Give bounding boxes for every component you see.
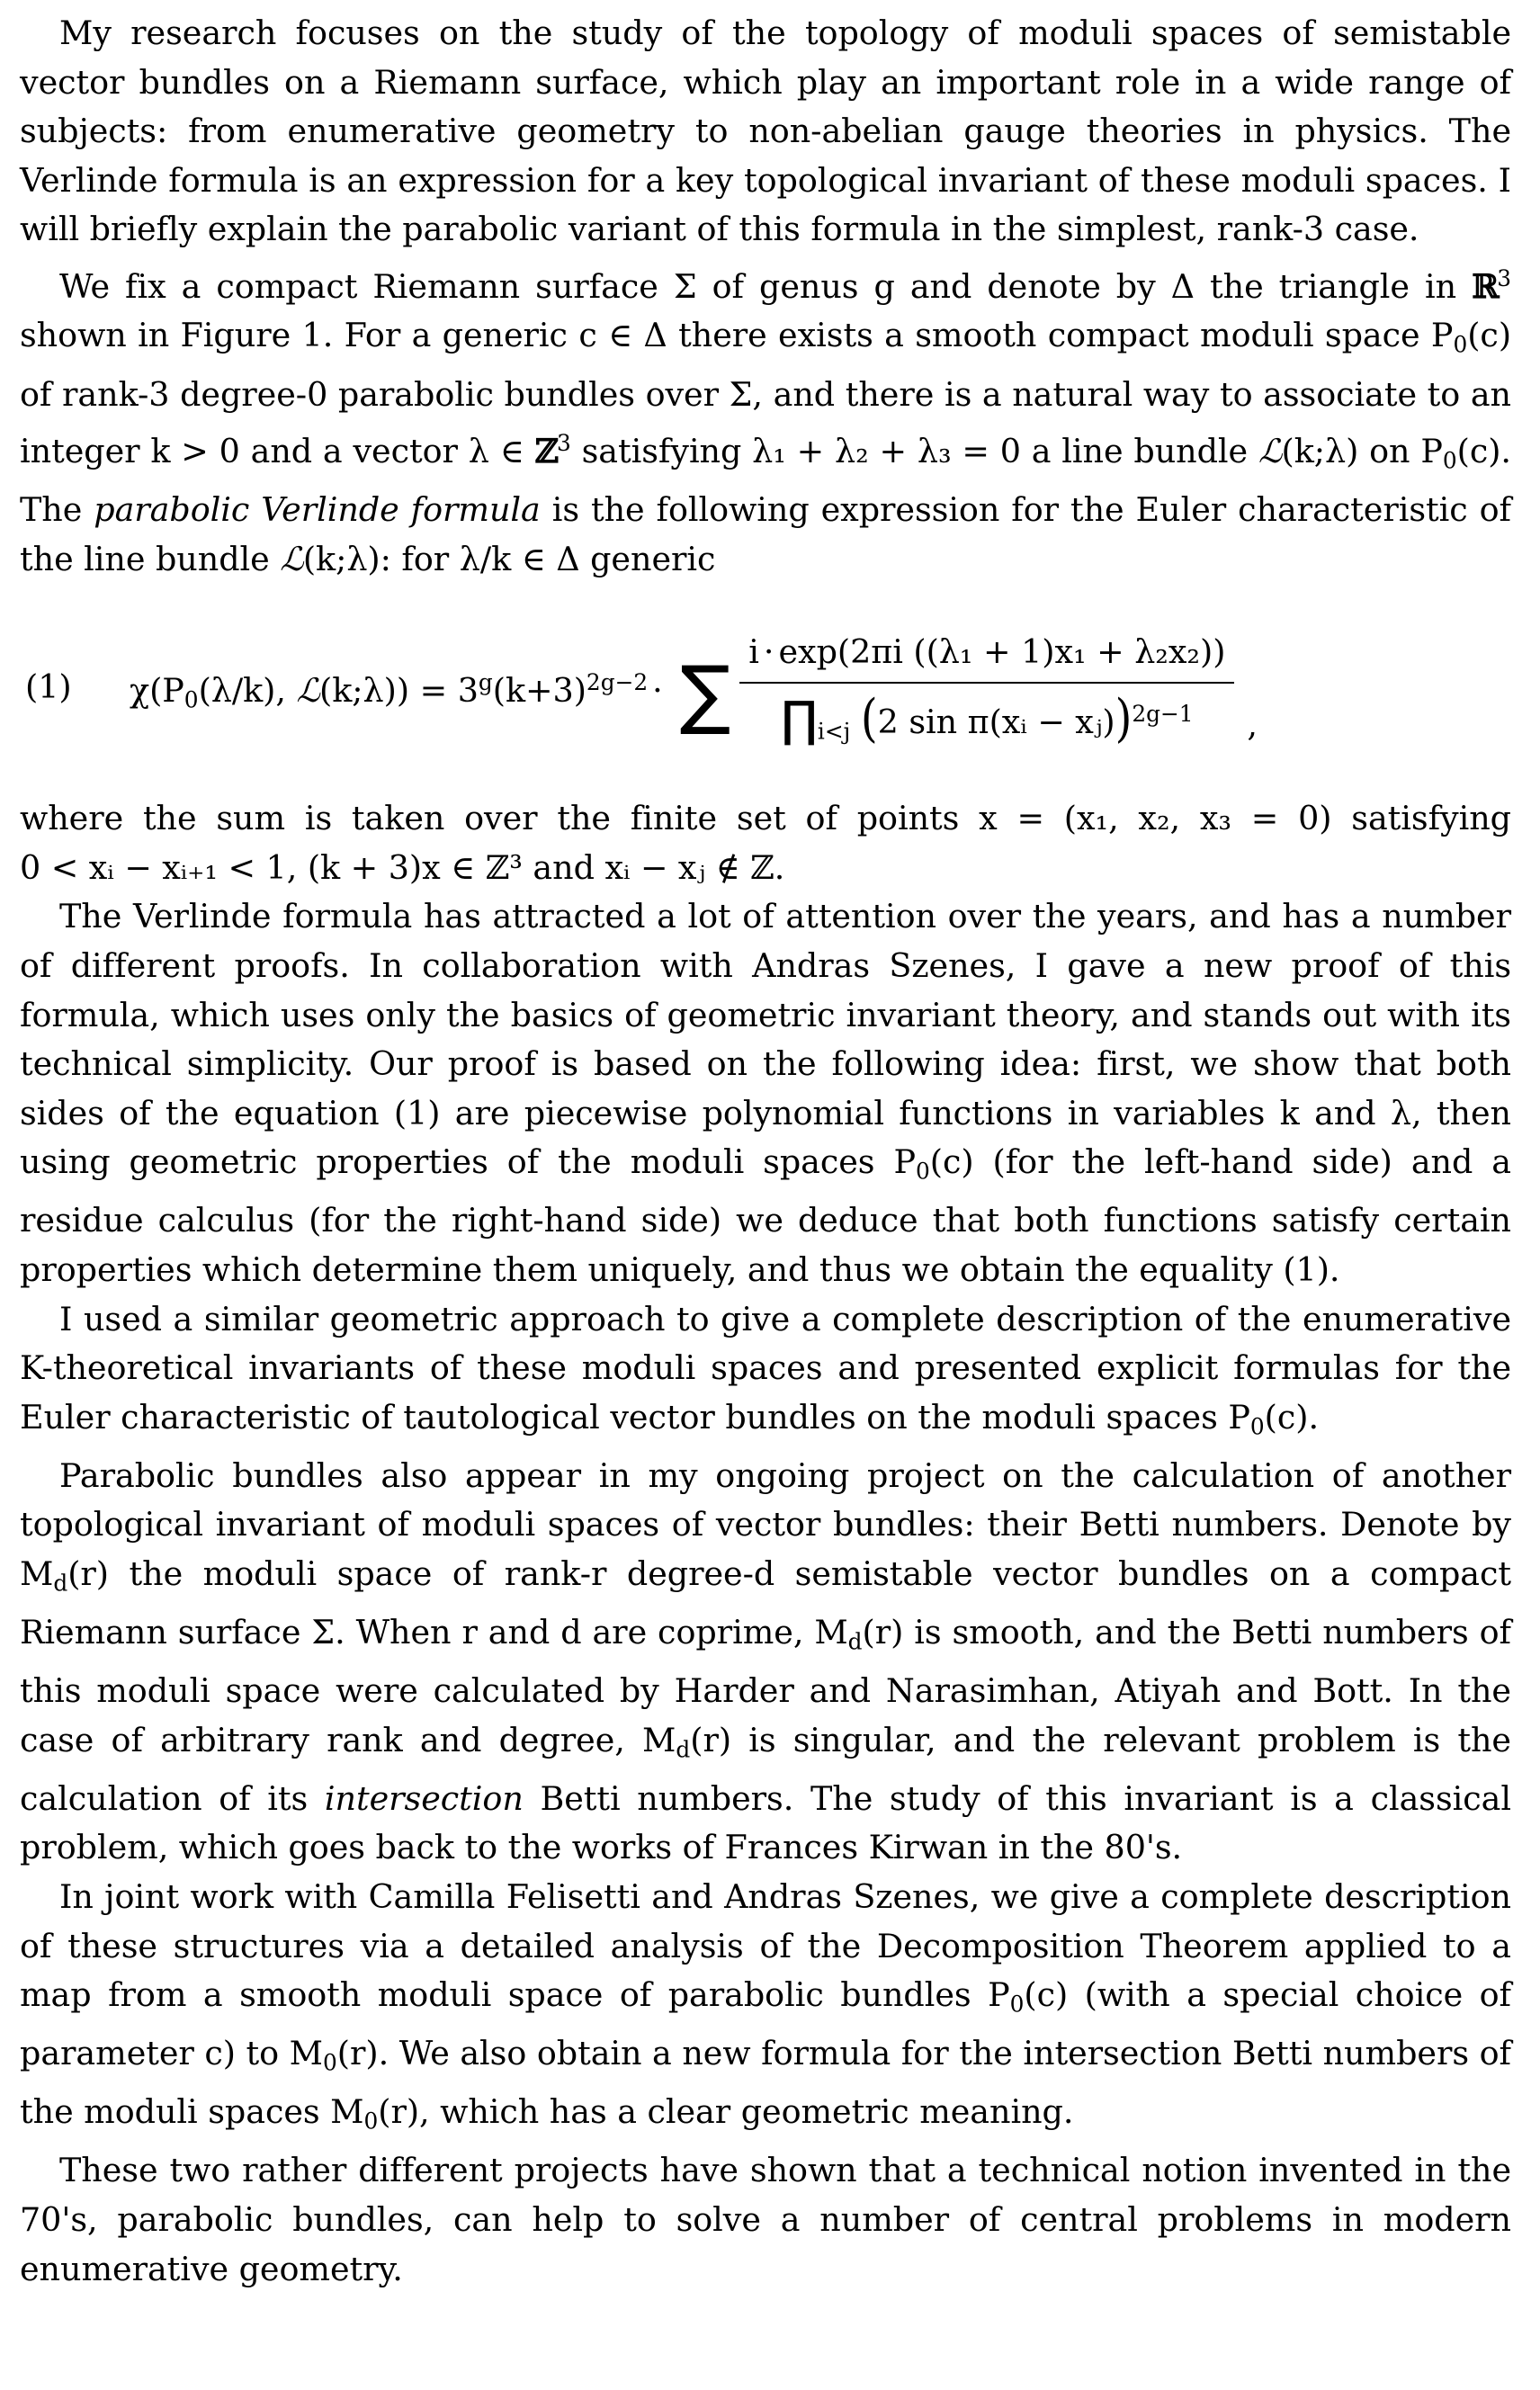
math-c-in-delta: c ∈ Δ	[578, 316, 667, 355]
math-k-plus-3-x-in-Z3: (k + 3)x ∈ ℤ³	[307, 847, 523, 887]
text-run: of genus	[696, 266, 874, 306]
math-delta-2: Δ	[556, 539, 580, 578]
math-sigma-3: Σ	[311, 1613, 336, 1652]
math-arg-c: (c)	[1024, 1975, 1069, 2015]
paragraph-verlinde-proof	[20, 892, 1511, 1294]
math-subscript-0: 0	[915, 1158, 930, 1185]
math-line-bundle	[1258, 432, 1358, 470]
text-run: In joint work with Camilla Felisetti and Andras Szenes, we give a complete description of these structures via a detailed analysis of the Decomposition Theorem applied to a map from a smooth moduli space of parabolic bundles	[20, 1876, 1511, 2015]
math-x-vector: x = (x₁, x₂, x₃ = 0)	[979, 799, 1332, 838]
math-subscript-0: 0	[323, 2049, 337, 2076]
emphasis-parabolic-verlinde-formula: parabolic Verlinde formula	[94, 490, 541, 530]
math-P0c-5	[988, 1975, 1069, 2018]
math-arg-c: (c)	[929, 1142, 974, 1182]
math-inner-expression: ((λ₁ + 1)x₁ + λ₂x₂)	[913, 631, 1213, 671]
equation-number: (1)	[25, 667, 72, 707]
paragraph-conclusion	[20, 2146, 1511, 2294]
math-not-in-Z: xᵢ − xⱼ ∉ ℤ	[604, 847, 774, 887]
math-arg-r: (r)	[690, 1720, 732, 1759]
math-P: P	[893, 1142, 916, 1182]
math-P: P	[1430, 316, 1454, 355]
equation-content	[130, 604, 1511, 780]
text-run: is smooth, and the Betti numbers of this moduli space were calculated by Harder and Narasimhan, Atiyah and Bott. In the case of arbitrary rank and degree,	[20, 1613, 1511, 1759]
math-k-gt-0: k > 0	[150, 432, 240, 471]
text-run: We fix a compact Riemann surface	[59, 266, 674, 306]
math-line-bundle-2	[280, 540, 380, 578]
math-cdot: ·	[652, 671, 663, 711]
text-run: a line bundle	[1020, 432, 1258, 471]
text-run: there exists a smooth compact moduli space	[667, 316, 1431, 355]
math-subscript-0: 0	[1453, 331, 1468, 358]
document-body	[20, 9, 1511, 2294]
math-open-paren-big: (	[860, 689, 878, 749]
math-Mdr-1	[20, 1554, 109, 1597]
math-L-args: (k;λ)	[302, 539, 381, 578]
math-M0r-1	[289, 2034, 379, 2076]
math-M0r-2	[330, 2092, 420, 2135]
text-run: on	[1358, 432, 1421, 471]
math-subscript-0: 0	[363, 2108, 379, 2135]
text-run: These two rather different projects have shown that a technical notion invented in the 70's, parabolic bundles, can help to solve a number of central problems in modern enumerative geometry.	[20, 2151, 1511, 2288]
math-lambda-over-k: λ/k	[459, 539, 512, 578]
summation-symbol: ∑	[679, 649, 731, 738]
math-in-2: ∈	[521, 539, 546, 578]
text-run: the moduli space of rank-r degree-d semistable vector bundles on a compact Riemann surface	[20, 1554, 1511, 1652]
text-run: the triangle in	[1194, 266, 1473, 306]
math-arg-r: (r)	[67, 1554, 109, 1594]
text-run: Parabolic bundles also appear in my ongoing project on the calculation of another topological invariant of moduli spaces of vector bundles: their Betti numbers. Denote by	[20, 1455, 1511, 1544]
math-exponent-2g-1: 2g−1	[1132, 700, 1194, 727]
text-run: ,	[286, 847, 308, 887]
text-run: The Verlinde formula has attracted a lot of attention over the years, and has a number of different proofs. In collaboration with Andras Szenes, I gave a new proof of this formula, which uses only the basics of geometric invariant theory, and stands out with its technical simplicity. Our proof is based on the following idea: first, we show that both sides of the equation (1) are piecewise polynomial functions in variables	[20, 897, 1511, 1132]
math-M: M	[642, 1720, 676, 1759]
math-blackboard-Z: ℤ	[534, 432, 557, 471]
math-genus: g	[873, 266, 895, 306]
text-run: , then using geometric properties of the moduli spaces	[20, 1093, 1511, 1182]
math-close-paren: )	[1213, 631, 1226, 671]
text-run: , which has a clear geometric meaning.	[419, 2092, 1074, 2132]
text-run: , and there is a natural way to associate to an integer	[20, 374, 1512, 471]
math-cdot: ·	[763, 631, 774, 671]
math-L-args: (k;λ)	[319, 671, 397, 711]
product-subscript: i<j	[817, 717, 851, 744]
paragraph-k-theoretical	[20, 1295, 1511, 1452]
text-run: of rank-3 degree-0 parabolic bundles over	[20, 374, 730, 414]
paragraph-setup	[20, 255, 1511, 584]
math-Mdr-2	[814, 1613, 904, 1655]
math-P0c	[1430, 316, 1512, 358]
math-Mdr-3	[642, 1720, 732, 1763]
text-run: satisfying	[570, 432, 753, 471]
math-M: M	[20, 1554, 54, 1594]
math-exponent-3: 3	[1497, 264, 1512, 291]
equation-fraction	[739, 628, 1234, 756]
math-arg-c: (c)	[1467, 316, 1512, 355]
math-arg-r: (r)	[378, 2092, 420, 2132]
text-run: (for the left-hand side) and a residue calculus (for the right-hand side) we deduce that both functions satisfy certain properties which determine them uniquely, and thus we obtain the equality (1).	[20, 1142, 1511, 1290]
math-lambda-over-k: (λ/k)	[198, 671, 276, 711]
math-script-L: ℒ	[280, 539, 303, 578]
math-two-pi-i: 2πi	[850, 631, 903, 671]
math-subscript-d: d	[847, 1628, 863, 1655]
text-run: I used a similar geometric approach to give a complete description of the enumerative K-theoretical invariants of these moduli spaces and presented explicit formulas for the Euler characteristic of tautological vector bundles on the moduli spaces	[20, 1299, 1511, 1437]
math-lambda-in-Z3	[469, 432, 571, 470]
math-lambda-sum: λ₁ + λ₂ + λ₃ = 0	[752, 432, 1021, 471]
math-three: 3	[457, 671, 479, 711]
text-run: and	[522, 847, 605, 887]
fraction-denominator	[772, 684, 1203, 756]
math-P: P	[1228, 1397, 1250, 1437]
paragraph-intro	[20, 9, 1511, 255]
equation-left-hand-side: $\chi(P_0(\lambda/k)$, ℒ(k;λ)) = $3^g(k+3)^{2g-2}$ ·	[130, 669, 663, 713]
math-arg-r: (r)	[336, 2034, 379, 2073]
math-equals: =	[419, 671, 448, 711]
product-symbol: ∏	[781, 691, 818, 748]
math-chi: χ	[130, 671, 150, 711]
math-lambda: λ	[468, 432, 489, 471]
math-sigma: Σ	[673, 266, 697, 306]
math-P0c-4	[1228, 1397, 1309, 1440]
paragraph-betti-numbers	[20, 1452, 1511, 1873]
math-sine-product-term: 2 sin π(xᵢ − xⱼ)	[877, 702, 1115, 741]
math-exponent-3b: 3	[556, 430, 571, 457]
math-P: P	[1420, 432, 1443, 471]
math-inequality: 0 < xᵢ − xᵢ₊₁ < 1	[20, 847, 287, 887]
text-run: where the sum is taken over the finite set of points	[20, 799, 980, 838]
math-P: P	[988, 1975, 1010, 2015]
display-equation-1	[20, 604, 1511, 780]
text-run: : for	[380, 539, 460, 578]
math-subscript-0: 0	[1249, 1413, 1265, 1440]
math-subscript-d: d	[53, 1570, 68, 1597]
math-exp-function: exp	[778, 631, 837, 671]
math-blackboard-R: ℝ	[1472, 266, 1498, 306]
math-subscript-0: 0	[1009, 1991, 1025, 2018]
math-M: M	[814, 1613, 848, 1652]
text-run: .	[774, 847, 785, 887]
paragraph-joint-work	[20, 1873, 1511, 2146]
math-subscript-0: 0	[1442, 447, 1457, 474]
math-P0c-2	[1420, 432, 1501, 474]
math-in: ∈	[499, 432, 524, 471]
math-P: P	[162, 671, 184, 711]
paragraph-where-clause	[20, 794, 1511, 892]
math-delta: Δ	[1170, 266, 1195, 306]
text-run: is the following expression for the Euler characteristic of the line bundle	[20, 490, 1512, 578]
text-run: Betti numbers. The study of this invariant is a classical problem, which goes back to the works of Frances Kirwan in the 80's.	[20, 1778, 1512, 1867]
equation-trailing-comma: ,	[1247, 704, 1258, 744]
math-sigma-2: Σ	[729, 374, 753, 414]
math-subscript-d: d	[676, 1736, 691, 1763]
math-subscript-0: 0	[184, 686, 199, 713]
text-run: (with a special choice of parameter c) to	[20, 1975, 1512, 2073]
math-k-plus-3: (k+3)	[492, 671, 586, 711]
text-run: shown in Figure 1. For a generic	[20, 316, 579, 355]
math-exponent-g: g	[478, 669, 493, 696]
text-run: . When r and d are coprime,	[335, 1613, 815, 1652]
math-close-paren-big: )	[1115, 689, 1133, 749]
emphasis-intersection: intersection	[324, 1778, 524, 1818]
math-R3	[1472, 264, 1512, 306]
text-run: . We also obtain a new formula for the intersection Betti numbers of the moduli spaces	[20, 2034, 1511, 2132]
math-P0c-3	[893, 1142, 974, 1185]
math-k-and-lambda: k and λ	[1279, 1093, 1411, 1132]
text-run: satisfying	[1331, 799, 1511, 838]
paragraph-intro-text: My research focuses on the study of the topology of moduli spaces of semistable vector bundles on a Riemann surface, which play an important role in a wide range of subjects: from enumerative geometry to non-abelian gauge theories in physics. The Verlinde formula is an expression for a key topological invariant of these moduli spaces. I will briefly explain the parabolic variant of this formula in the simplest, rank-3 case.	[20, 13, 1511, 249]
math-arg-c: (c)	[1456, 432, 1501, 471]
math-script-L: ℒ	[296, 671, 320, 711]
math-arg-c: (c)	[1264, 1397, 1309, 1437]
text-run: is singular, and the relevant problem is the calculation of its	[20, 1720, 1511, 1818]
math-M: M	[289, 2034, 323, 2073]
math-arg-r: (r)	[862, 1613, 904, 1652]
text-run: generic	[579, 539, 716, 578]
math-M: M	[330, 2092, 364, 2132]
math-exponent-2g-2: 2g−2	[586, 669, 649, 696]
text-run: and denote by	[894, 266, 1171, 306]
math-L-args: (k;λ)	[1281, 432, 1359, 471]
text-run: . The	[20, 432, 1511, 530]
math-open-paren: (	[837, 631, 851, 671]
fraction-numerator	[739, 628, 1234, 682]
text-run: and a vector	[239, 432, 469, 471]
math-imaginary-unit: i	[748, 631, 759, 671]
text-run: .	[1308, 1397, 1319, 1437]
math-script-L: ℒ	[1258, 432, 1282, 471]
